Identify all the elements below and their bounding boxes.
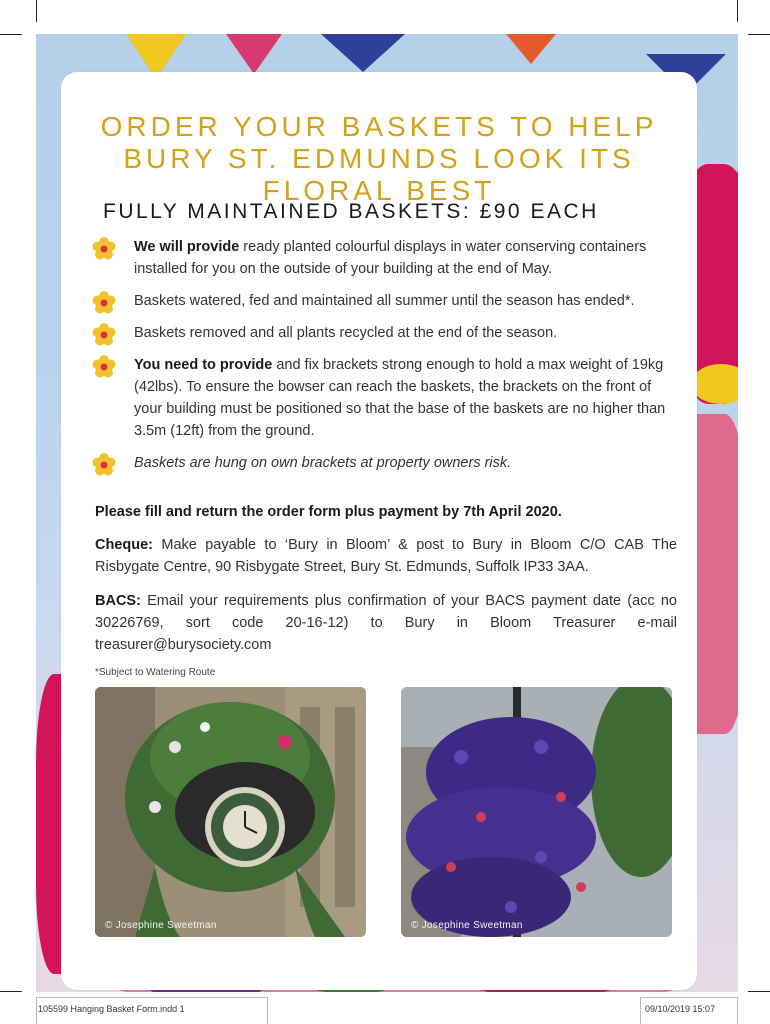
cheque-paragraph	[95, 534, 677, 578]
bullet-list	[91, 236, 681, 484]
bacs-text: Email your requirements plus confirmation of your BACS payment date (acc no 30226769, sort code 20-16-12) to Bury in Bloom Treasurer e-mail treasurer@burysociety.com	[95, 593, 677, 653]
hanging-basket-clock-photo	[95, 687, 366, 937]
bunting-flag	[321, 34, 405, 72]
page-title	[61, 111, 697, 207]
bullet-bold: We will provide	[134, 239, 240, 255]
flower-bullet-icon	[91, 452, 117, 478]
title-line: BURY ST. EDMUNDS LOOK ITS	[123, 142, 635, 174]
cheque-label: Cheque:	[95, 537, 153, 553]
print-slug-file: 105599 Hanging Basket Form.indd 1	[38, 1004, 185, 1014]
print-slug-date: 09/10/2019 15:07	[645, 1004, 716, 1014]
crop-mark	[0, 991, 22, 992]
title-line: ORDER YOUR BASKETS TO HELP	[100, 110, 658, 142]
cheque-text: Make payable to ‘Bury in Bloom’ & post to Bury in Bloom C/O CAB The Risbygate Centre, 90 Risbygate Street, Bury St. Edmunds, Suffolk IP33 3AA.	[95, 537, 677, 575]
crop-mark	[36, 0, 37, 22]
photo-credit: © Josephine Sweetman	[105, 920, 217, 931]
list-item	[91, 290, 681, 312]
bullet-bold: You need to provide	[134, 357, 273, 373]
flower-bullet-icon	[91, 290, 117, 316]
content-card	[61, 72, 697, 990]
photo-illustration	[95, 687, 366, 937]
list-item	[91, 354, 681, 442]
bullet-text: Baskets are hung on own brackets at property owners risk.	[134, 455, 512, 471]
crop-mark	[0, 34, 22, 35]
bullet-text: and fix brackets strong enough to hold a max weight of 19kg (42lbs). To ensure the bowser can reach the baskets, the brackets on the front of your building must be positioned so that the base of the baskets are no higher than 3.5m (12ft) from the ground.	[134, 357, 666, 439]
crop-mark	[748, 991, 770, 992]
bunting-flag	[506, 34, 556, 64]
bacs-paragraph	[95, 590, 677, 656]
list-item	[91, 322, 681, 344]
list-item	[91, 236, 681, 280]
flower-bullet-icon	[91, 354, 117, 380]
flower-bullet-icon	[91, 236, 117, 262]
title-line: FLORAL BEST	[262, 174, 496, 206]
footnote: *Subject to Watering Route	[95, 667, 216, 678]
price-heading: FULLY MAINTAINED BASKETS: £90 EACH	[103, 200, 599, 223]
purple-petunia-basket-photo	[401, 687, 672, 937]
bunting-flag	[226, 34, 282, 74]
photo-illustration	[401, 687, 672, 937]
crop-mark	[737, 0, 738, 22]
flower-bullet-icon	[91, 322, 117, 348]
crop-mark	[748, 34, 770, 35]
bacs-label: BACS:	[95, 593, 141, 609]
deadline-notice: Please fill and return the order form plus payment by 7th April 2020.	[95, 504, 562, 520]
bullet-text: Baskets watered, fed and maintained all summer until the season has ended*.	[134, 293, 635, 309]
photo-credit: © Josephine Sweetman	[411, 920, 523, 931]
bullet-text: ready planted colourful displays in water conserving containers installed for you on the outside of your building at the end of May.	[134, 239, 647, 277]
list-item	[91, 452, 681, 474]
bullet-text: Baskets removed and all plants recycled at the end of the season.	[134, 325, 558, 341]
